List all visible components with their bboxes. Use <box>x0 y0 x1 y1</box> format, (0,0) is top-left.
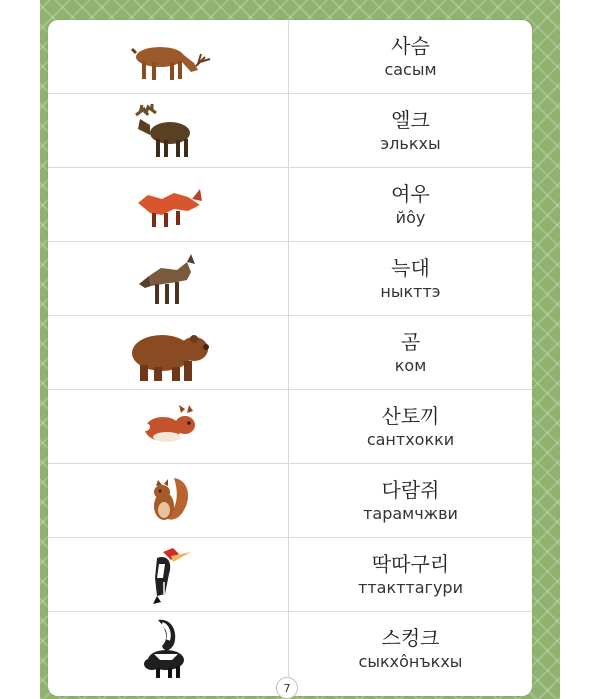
image-cell <box>48 168 289 241</box>
korean-word: 사슴 <box>391 33 430 58</box>
wolf-icon <box>133 248 203 310</box>
table-row <box>48 464 532 538</box>
korean-word: 늑대 <box>391 255 430 280</box>
word-cell <box>289 168 532 241</box>
korean-word: 곰 <box>400 329 421 354</box>
transcription: ттакттагури <box>358 577 463 597</box>
skunk-icon <box>138 616 198 682</box>
word-cell <box>289 612 532 685</box>
table-row <box>48 20 532 94</box>
image-cell <box>48 20 289 93</box>
table-row <box>48 242 532 316</box>
word-cell <box>289 538 532 611</box>
korean-word: 산토끼 <box>381 403 440 428</box>
word-cell <box>289 390 532 463</box>
word-cell <box>289 316 532 389</box>
table-row <box>48 94 532 168</box>
deer-icon <box>124 29 212 85</box>
transcription: сасым <box>384 59 437 79</box>
transcription: сыкхôнъкхы <box>358 651 463 671</box>
transcription: ныкттэ <box>380 281 441 301</box>
table-row <box>48 168 532 242</box>
transcription: йôу <box>395 207 426 227</box>
fox-icon <box>128 177 208 233</box>
korean-word: 다람쥐 <box>381 477 440 502</box>
image-cell <box>48 612 289 685</box>
hare-icon <box>133 403 203 451</box>
image-cell <box>48 390 289 463</box>
korean-word: 딱따구리 <box>371 551 450 576</box>
vocab-card <box>48 20 532 696</box>
transcription: ком <box>394 355 427 375</box>
korean-word: 엘크 <box>391 107 430 132</box>
word-cell <box>289 464 532 537</box>
korean-word: 여우 <box>391 181 430 206</box>
squirrel-icon <box>138 470 198 532</box>
image-cell <box>48 94 289 167</box>
transcription: элькхы <box>380 133 441 153</box>
word-cell <box>289 94 532 167</box>
image-cell <box>48 316 289 389</box>
table-row <box>48 538 532 612</box>
moose-icon <box>128 101 208 161</box>
word-cell <box>289 20 532 93</box>
image-cell <box>48 538 289 611</box>
table-row <box>48 390 532 464</box>
image-cell <box>48 242 289 315</box>
korean-word: 스컹크 <box>381 625 440 650</box>
transcription: тарамчжви <box>363 503 458 523</box>
table-row <box>48 612 532 685</box>
word-cell <box>289 242 532 315</box>
image-cell <box>48 464 289 537</box>
bear-icon <box>122 321 214 385</box>
vocab-table <box>48 20 532 685</box>
page-number: 7 <box>276 677 298 699</box>
woodpecker-icon <box>139 544 197 606</box>
table-row <box>48 316 532 390</box>
transcription: сантхокки <box>366 429 455 449</box>
